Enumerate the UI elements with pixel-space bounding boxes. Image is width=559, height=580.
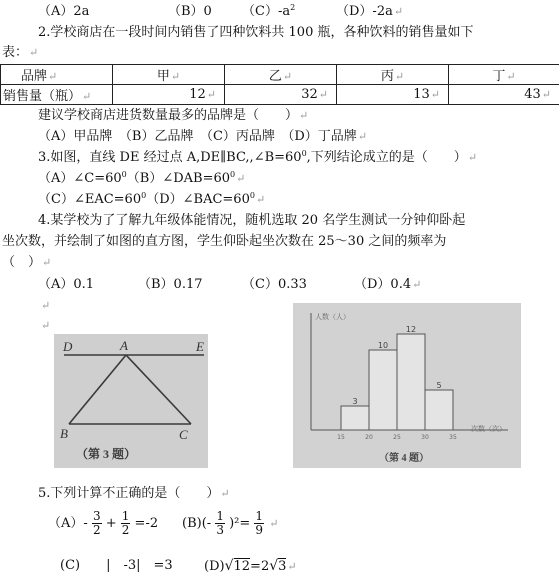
table-header-row [1,65,559,85]
table-header-cell: 品牌↵ [1,65,113,85]
q2-stem-line1: 2.学校商店在一段时间内销售了四种饮料共 100 瓶，各种饮料的销售量如下 [38,25,474,40]
bar-data-label: 5 [436,381,442,390]
x-tick-label: 15 [337,434,345,441]
q3-stem: 3.如图，直线 DE 经过点 $A,DE\parallel BC,,\angle B=60^0$,下列结论成立的是（ ）↵ [38,149,478,165]
label-b: B [60,426,68,441]
histogram-bar [397,334,425,430]
figure-3-caption: （第 3 题） [76,447,137,461]
return-mark: ↵ [41,319,51,332]
q1-option-c: $(C)-a^2$ [242,3,296,19]
figure-4-caption: （第 4 题） [379,453,429,464]
fraction: $\frac{3}{2}$ [92,509,101,537]
histogram-bar [341,406,369,430]
bar-data-label: 12 [405,325,417,334]
q5-option-c: (C) | -3| =3 [60,558,173,573]
q2-stem-line2: 表：↵ [2,45,39,60]
table-row [1,85,559,105]
q4-stem-line3: （ ）↵ [2,255,52,270]
q1-option-d: （D）-2a↵ [336,4,404,19]
bar-data-label: 3 [352,397,358,406]
q3-options-cd: $(C)\angle EAC=60^0(D)\angle BAC=60^0↵$ [38,191,266,207]
fraction: $\frac{1}{3}$ [216,509,224,537]
q5-option-b: (B)(- $\frac{1}{3}$ )²= $\frac{1}{9}$ ↵ [182,509,279,537]
table-header-cell: 乙↵ [225,65,337,85]
label-c: C [179,427,188,442]
histogram-bar [425,390,453,430]
x-axis-label: 次数（次） [471,425,506,433]
q4-option-d: （D）0.4↵ [354,277,422,292]
q4-option-b: （B）0.17 [138,277,203,292]
table-header-cell: 甲↵ [113,65,225,85]
fraction: $\frac{1}{2}$ [121,509,130,537]
table-cell: 13↵ [337,85,449,105]
q4-stem-line1: 4.某学校为了了解九年级体能情况，随机选取 20 名学生测试一分钟仰卧起 [38,213,466,228]
return-mark: ↵ [41,299,51,312]
bar-data-label: 10 [377,341,389,350]
label-d: D [63,339,73,354]
x-tick-label: 35 [449,434,457,441]
q2-question: 建议学校商店进货数量最多的品牌是（ ）↵ [38,108,309,123]
table-cell: 销售量（瓶）↵ [1,85,113,105]
table-cell: 12↵ [113,85,225,105]
sales-table [0,64,559,105]
q5-option-a: （A）- $\frac{3}{2}$ + $\frac{1}{2}$ =-2 [48,509,159,537]
figure-4-photo [293,303,521,468]
q1-option-a: （A）2a [38,4,90,19]
figure-3-photo [54,334,208,468]
histogram-bar [369,350,397,430]
label-a: A [120,338,128,353]
table-header-cell: 丁↵ [449,65,559,85]
q3-options-ab: $(A)\angle C=60^0(B)\angle DAB=60^0↵$ [38,170,246,186]
q4-option-c: （C）0.33 [242,277,307,292]
q2-options: （A）甲品牌 （B）乙品牌 （C）丙品牌 （D）丁品牌↵ [38,129,368,144]
q4-stem-line2: 坐次数，并绘制了如图的直方图，学生仰卧起坐次数在 25～30 之间的频率为 [2,234,447,249]
table-cell: 43↵ [449,85,559,105]
label-e: E [196,339,204,354]
y-axis-label: 人数（人） [315,313,350,321]
q5-stem: 5.下列计算不正确的是（ ）↵ [38,486,230,501]
x-tick-label: 30 [421,434,429,441]
q5-option-d: (D)√12=2√3↵ [204,558,297,574]
table-header-cell: 丙↵ [337,65,449,85]
x-tick-label: 20 [365,434,373,441]
x-tick-label: 25 [393,434,401,441]
fraction: $\frac{1}{9}$ [255,509,264,537]
table-cell: 32↵ [225,85,337,105]
q4-option-a: （A）0.1 [38,277,95,292]
q1-option-b: （B）0 [168,4,212,19]
